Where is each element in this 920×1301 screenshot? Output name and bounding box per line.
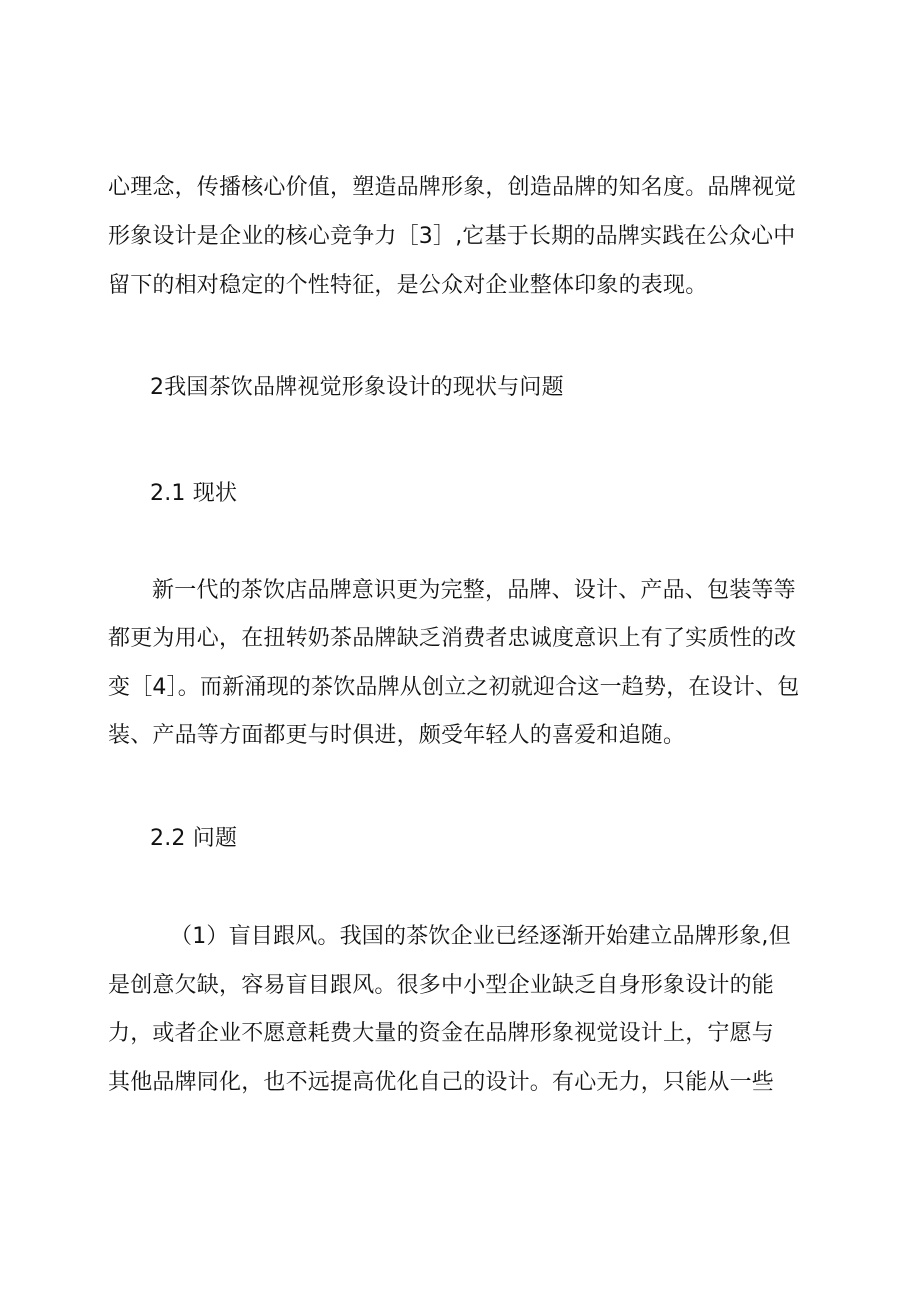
body-text-line: 留下的相对稳定的个性特征，是公众对企业整体印象的表现。 <box>108 273 708 298</box>
body-text-line: 装、产品等方面都更与时俱进，颇受年轻人的喜爱和追随。 <box>108 723 686 748</box>
section-heading: 2我国茶饮品牌视觉形象设计的现状与问题 <box>150 375 564 400</box>
body-text-line: 是创意欠缺，容易盲目跟风。很多中小型企业缺乏自身形象设计的能 <box>108 973 775 998</box>
body-text-line: 心理念，传播核心价值，塑造品牌形象，创造品牌的知名度。品牌视觉 <box>108 175 797 200</box>
body-text-line: 新一代的茶饮店品牌意识更为完整，品牌、设计、产品、包装等等 <box>152 578 796 603</box>
body-text-line: 力，或者企业不愿意耗费大量的资金在品牌形象视觉设计上，宁愿与 <box>108 1021 775 1046</box>
body-text-line: 都更为用心，在扭转奶茶品牌缺乏消费者忠诚度意识上有了实质性的改 <box>108 626 797 651</box>
subsection-heading: 2.2 问题 <box>150 826 238 851</box>
body-text-line: 形象设计是企业的核心竞争力［3］,它基于长期的品牌实践在公众心中 <box>108 224 796 249</box>
body-text-line: 变［4］。而新涌现的茶饮品牌从创立之初就迎合这一趋势，在设计、包 <box>108 675 800 700</box>
body-text-line: （1）盲目跟风。我国的茶饮企业已经逐渐开始建立品牌形象,但 <box>170 924 791 949</box>
subsection-heading: 2.1 现状 <box>150 481 238 506</box>
body-text-line: 其他品牌同化，也不远提高优化自己的设计。有心无力，只能从一些 <box>108 1070 775 1095</box>
